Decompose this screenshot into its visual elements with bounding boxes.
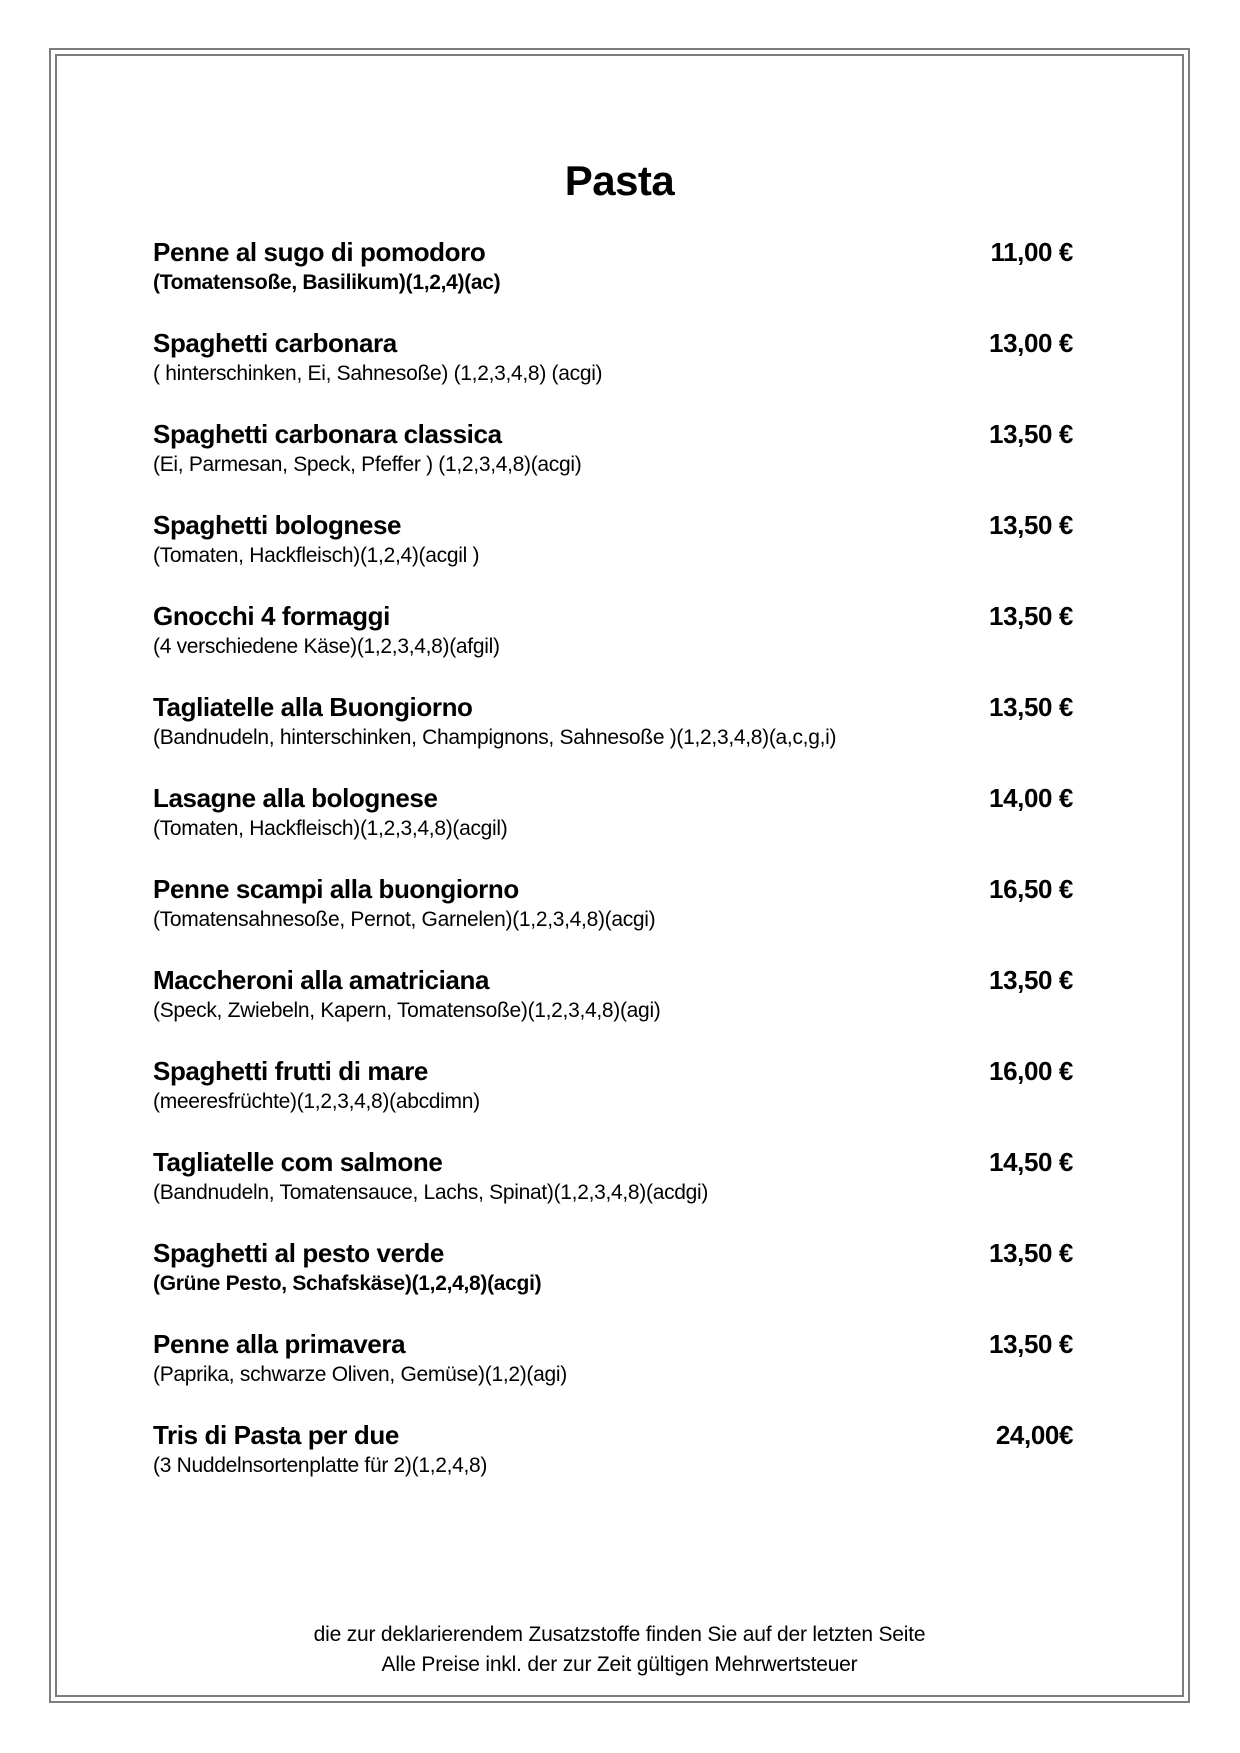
page-border-outer	[49, 48, 1190, 1703]
item-description: (Paprika, schwarze Oliven, Gemüse)(1,2)(agi)	[153, 1363, 567, 1386]
item-price: 13,50 €	[989, 419, 1073, 449]
item-name: Spaghetti bolognese	[153, 510, 402, 540]
item-name: Penne scampi alla buongiorno	[153, 874, 519, 904]
item-description: (3 Nuddelnsortenplatte für 2)(1,2,4,8)	[153, 1454, 488, 1477]
menu-item	[153, 509, 1073, 571]
menu-item	[153, 1237, 1073, 1299]
item-price: 24,00€	[995, 1420, 1073, 1450]
item-description: (Tomatensahnesoße, Pernot, Garnelen)(1,2,3,4,8)(acgi)	[153, 908, 656, 931]
menu-item	[153, 1055, 1073, 1117]
item-description: (Tomaten, Hackfleisch)(1,2,4)(acgil )	[153, 544, 480, 567]
item-description: (Speck, Zwiebeln, Kapern, Tomatensoße)(1,2,3,4,8)(agi)	[153, 999, 661, 1022]
item-name: Penne al sugo di pomodoro	[153, 237, 486, 267]
menu-item	[153, 1419, 1073, 1481]
menu-item	[153, 691, 1073, 753]
item-name: Maccheroni alla amatriciana	[153, 965, 490, 995]
item-name: Spaghetti al pesto verde	[153, 1238, 444, 1268]
item-name: Gnocchi 4 formaggi	[153, 601, 390, 631]
footer-line-2: Alle Preise inkl. der zur Zeit gültigen Mehrwertsteuer	[381, 1653, 858, 1676]
item-price: 13,50 €	[989, 965, 1073, 995]
menu-item	[153, 782, 1073, 844]
menu-list	[57, 236, 1182, 1481]
item-price: 13,50 €	[989, 692, 1073, 722]
item-price: 13,50 €	[989, 601, 1073, 631]
item-price: 16,00 €	[989, 1056, 1073, 1086]
item-name: Tris di Pasta per due	[153, 1420, 399, 1450]
menu-item	[153, 1146, 1073, 1208]
item-description: (Bandnudeln, Tomatensauce, Lachs, Spinat)(1,2,3,4,8)(acdgi)	[153, 1181, 709, 1204]
item-price: 11,00 €	[990, 237, 1073, 267]
item-price: 13,50 €	[989, 510, 1073, 540]
menu-item	[153, 418, 1073, 480]
page-border-inner	[55, 54, 1184, 1697]
item-name: Spaghetti frutti di mare	[153, 1056, 428, 1086]
item-name: Spaghetti carbonara classica	[153, 419, 502, 449]
item-description: (meeresfrüchte)(1,2,3,4,8)(abcdimn)	[153, 1090, 480, 1113]
item-price: 13,50 €	[989, 1238, 1073, 1268]
item-description: (Tomatensoße, Basilikum)(1,2,4)(ac)	[153, 271, 501, 294]
menu-item	[153, 600, 1073, 662]
footer-line-1: die zur deklarierendem Zusatzstoffe finden Sie auf der letzten Seite	[313, 1623, 926, 1646]
item-name: Penne alla primavera	[153, 1329, 406, 1359]
item-description: (Grüne Pesto, Schafskäse)(1,2,4,8)(acgi)	[153, 1272, 542, 1295]
item-description: (Tomaten, Hackfleisch)(1,2,3,4,8)(acgil)	[153, 817, 508, 840]
menu-item	[153, 964, 1073, 1026]
item-price: 16,50 €	[989, 874, 1073, 904]
item-description: ( hinterschinken, Ei, Sahnesoße) (1,2,3,4,8) (acgi)	[153, 362, 603, 385]
menu-item	[153, 327, 1073, 389]
item-price: 13,50 €	[989, 1329, 1073, 1359]
footer-note	[57, 1620, 1182, 1680]
item-description: (Bandnudeln, hinterschinken, Champignons, Sahnesoße )(1,2,3,4,8)(a,c,g,i)	[153, 726, 837, 749]
item-name: Tagliatelle com salmone	[153, 1147, 443, 1177]
item-price: 13,00 €	[989, 328, 1073, 358]
menu-item	[153, 1328, 1073, 1390]
menu-item	[153, 873, 1073, 935]
item-price: 14,00 €	[989, 783, 1073, 813]
item-name: Spaghetti carbonara	[153, 328, 397, 358]
page-title: Pasta	[564, 157, 675, 204]
menu-item	[153, 236, 1073, 298]
item-name: Tagliatelle alla Buongiorno	[153, 692, 473, 722]
item-price: 14,50 €	[989, 1147, 1073, 1177]
item-description: (4 verschiedene Käse)(1,2,3,4,8)(afgil)	[153, 635, 500, 658]
item-name: Lasagne alla bolognese	[153, 783, 438, 813]
item-description: (Ei, Parmesan, Speck, Pfeffer ) (1,2,3,4,8)(acgi)	[153, 453, 582, 476]
